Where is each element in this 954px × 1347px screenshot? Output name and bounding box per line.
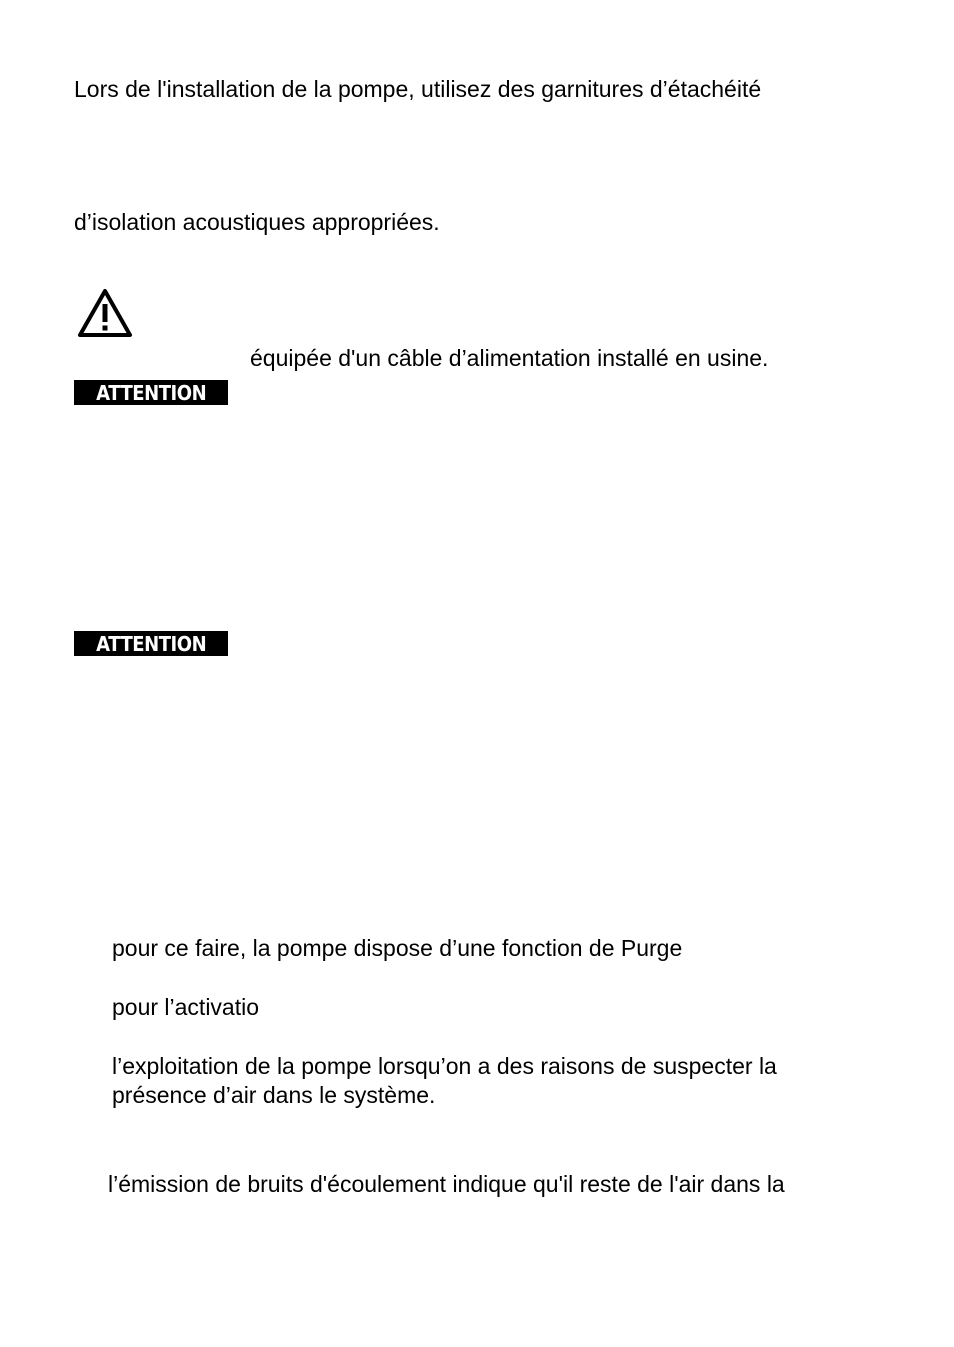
paragraph-purge-function: pour ce faire, la pompe dispose d’une fonction de Purge [112, 935, 683, 961]
attention-badge [74, 380, 228, 405]
attention-badge-second-label: ATTENTION [95, 632, 207, 656]
attention-badge-label: ATTENTION [95, 381, 207, 405]
paragraph-activation: pour l’activatio [112, 994, 260, 1020]
attention-badge-second [74, 631, 228, 656]
warning-triangle-icon [76, 287, 134, 339]
paragraph-acoustic-insulation: d’isolation acoustiques appropriées. [74, 209, 440, 235]
paragraph-air-suspicion-line2: présence d’air dans le système. [112, 1082, 436, 1108]
paragraph-air-suspicion-line1: l’exploitation de la pompe lorsqu’on a des raisons de suspecter la [112, 1053, 777, 1079]
paragraph-power-cable: équipée d'un câble d’alimentation installé en usine. [250, 345, 769, 371]
paragraph-pump-installation: Lors de l'installation de la pompe, utilisez des garnitures d’étachéité [74, 76, 762, 102]
paragraph-flow-noise: l’émission de bruits d'écoulement indique qu'il reste de l'air dans la [108, 1171, 785, 1197]
